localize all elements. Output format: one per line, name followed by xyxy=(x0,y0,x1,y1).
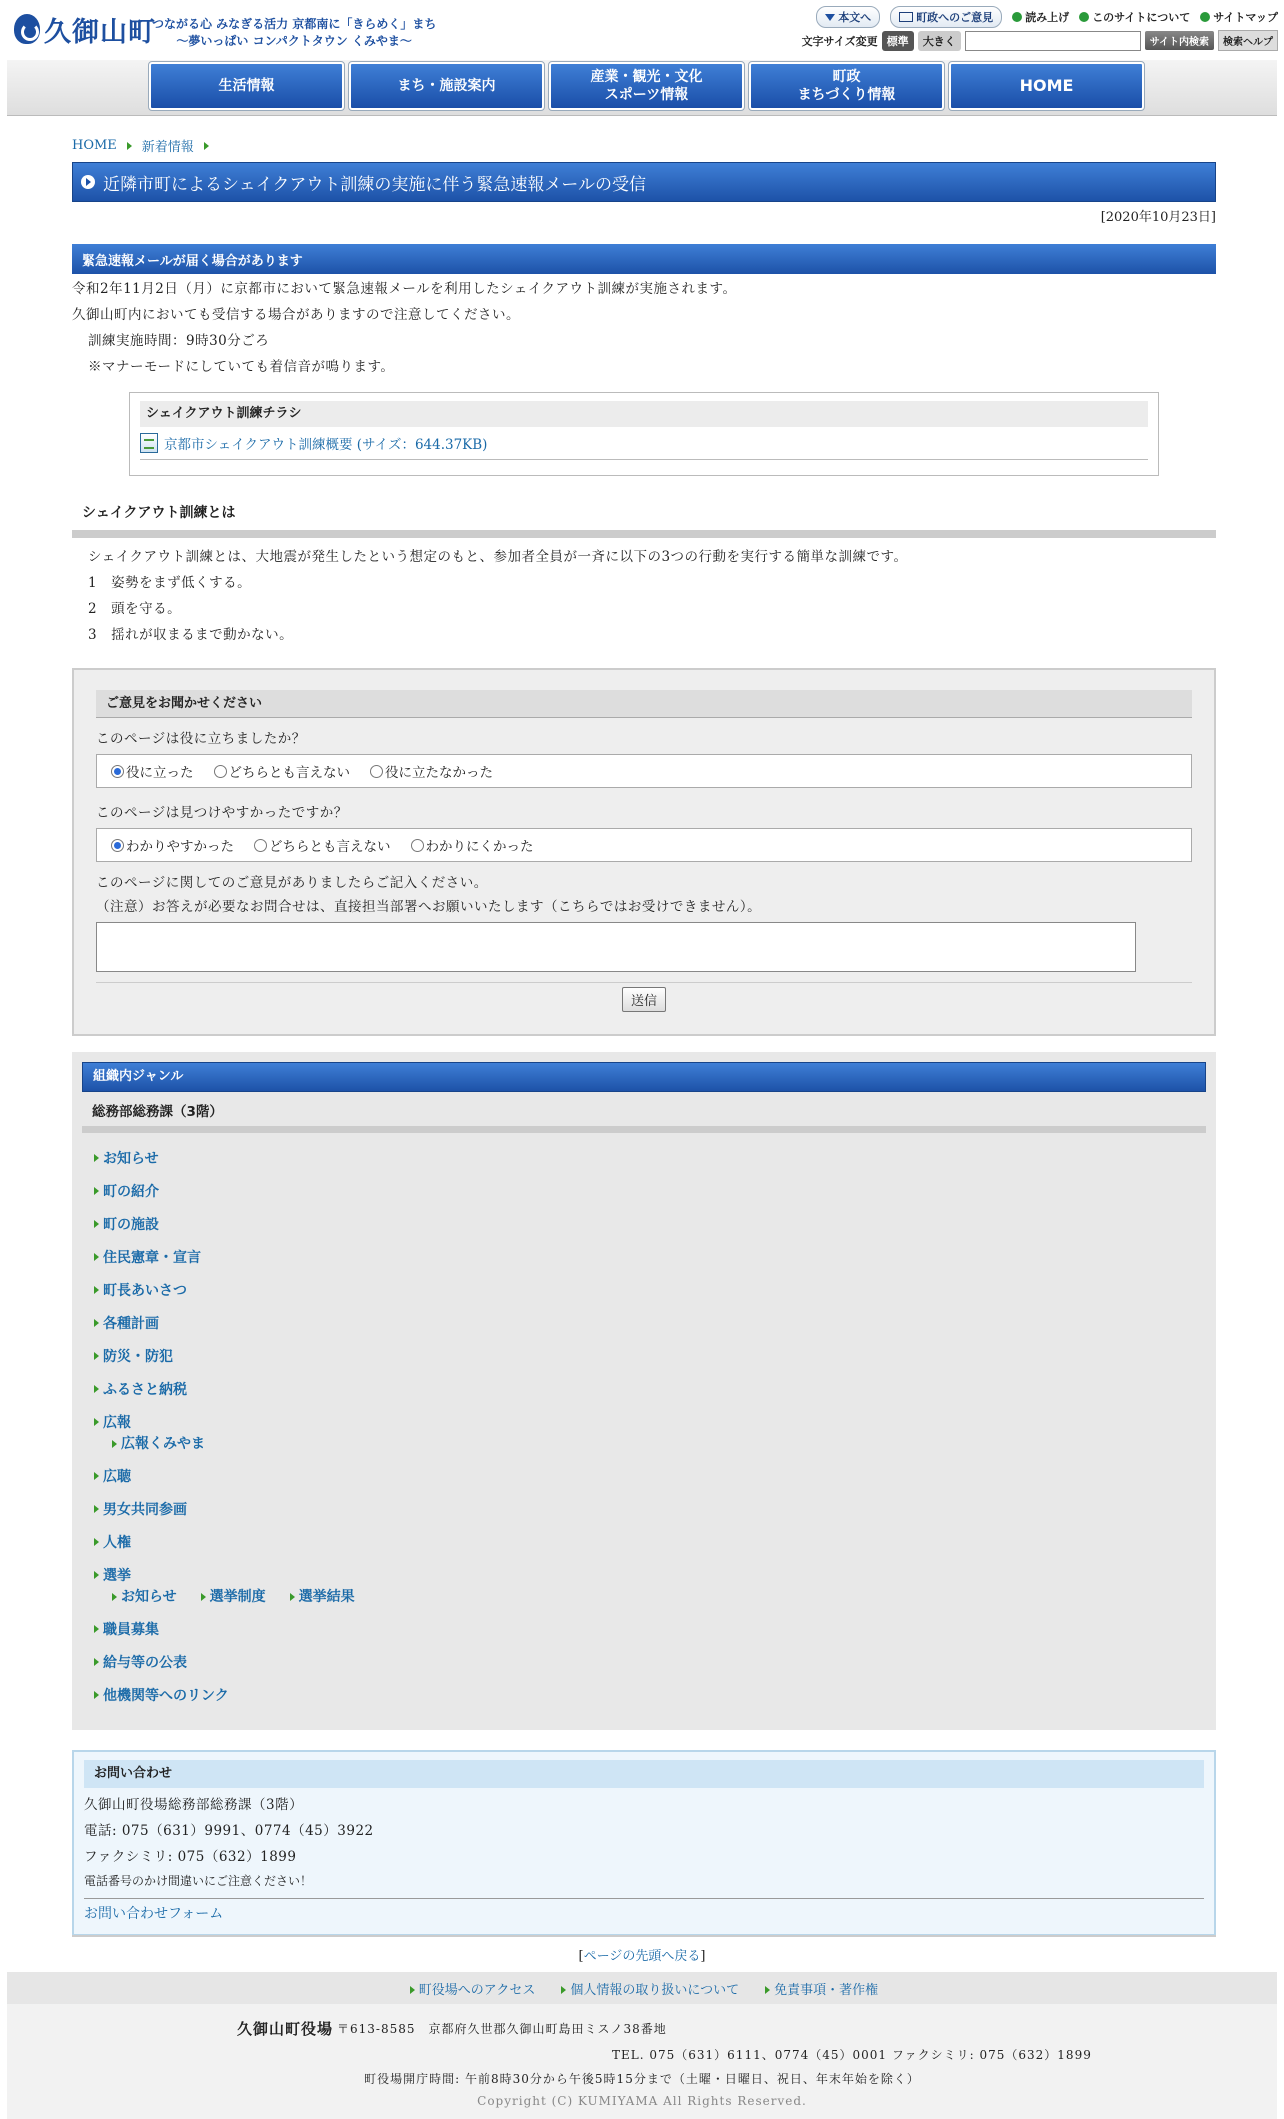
genre-heading: 組織内ジャンル xyxy=(82,1062,1206,1092)
section-heading: 緊急速報メールが届く場合があります xyxy=(72,244,1216,274)
tagline xyxy=(152,16,436,50)
genre-link[interactable]: ふるさと納税 xyxy=(103,1381,187,1398)
file-box-heading: シェイクアウト訓練チラシ xyxy=(140,401,1148,427)
logo-text: 久御山町 xyxy=(44,16,156,48)
publish-date: [2020年10月23日] xyxy=(1100,210,1216,225)
radio-selected-icon xyxy=(111,839,124,852)
genre-sublink[interactable]: お知らせ xyxy=(121,1588,177,1605)
copyright: Copyright (C) KUMIYAMA All Rights Reserved. xyxy=(477,2094,807,2108)
helpful-radio-group xyxy=(96,754,1192,788)
file-box xyxy=(129,392,1159,476)
contact-note: 電話番号のかけ間違いにご注意ください！ xyxy=(84,1874,313,1888)
genre-link[interactable]: 人権 xyxy=(103,1534,131,1551)
genre-item xyxy=(90,1240,1206,1273)
genre-sublink[interactable]: 選挙制度 xyxy=(209,1588,266,1605)
genre-item xyxy=(90,1174,1206,1207)
genre-sublink[interactable]: 広報くみやま xyxy=(121,1435,205,1452)
feedback-form xyxy=(72,668,1216,1036)
tagline-line1: つながる心 みなぎる活力 京都南に「きらめく」まち xyxy=(152,17,437,31)
bullet-icon xyxy=(94,1625,99,1633)
genre-link[interactable]: 給与等の公表 xyxy=(103,1654,187,1671)
site-search-button[interactable]: サイト内検索 xyxy=(1145,31,1214,50)
bullet-icon xyxy=(201,1593,206,1601)
footer xyxy=(7,2004,1277,2119)
nav-town-admin[interactable]: 町政 まちづくり情報 xyxy=(749,62,944,110)
contact-fax: ファクシミリ: 075（632）1899 xyxy=(84,1849,297,1865)
radio-hard[interactable]: わかりにくかった xyxy=(411,835,534,855)
search-input[interactable] xyxy=(965,31,1141,51)
bullet-icon xyxy=(112,1440,117,1448)
bullet-icon xyxy=(1012,12,1022,22)
radio-icon xyxy=(370,765,383,778)
skip-to-content-link[interactable]: 本文へ xyxy=(816,6,880,28)
body-text: 3 揺れが収まるまで動かない。 xyxy=(88,627,294,643)
chevron-right-icon xyxy=(127,142,132,150)
bullet-icon xyxy=(94,1472,99,1480)
radio-icon xyxy=(254,839,267,852)
radio-not-helpful[interactable]: 役に立たなかった xyxy=(370,761,493,781)
footer-privacy-link[interactable]: 個人情報の取り扱いについて xyxy=(570,1982,740,1998)
feedback-question: このページは見つけやすかったですか？ xyxy=(96,805,348,821)
bullet-icon xyxy=(561,1986,566,1994)
body-text: 令和2年11月2日（月）に京都市において緊急速報メールを利用したシェイクアウト訓練が実施されます。 xyxy=(72,281,737,297)
findable-radio-group xyxy=(96,828,1192,862)
feedback-heading: ご意見をお聞かせください xyxy=(96,690,1192,718)
mail-icon xyxy=(899,12,913,22)
bullet-icon xyxy=(94,1319,99,1327)
feedback-note: （注意）お答えが必要なお問合せは、直接担当部署へお願いいたします（こちらではお受けできません）。 xyxy=(96,899,762,915)
bullet-icon xyxy=(94,1187,99,1195)
breadcrumb-news[interactable]: 新着情報 xyxy=(141,140,194,155)
radio-easy[interactable]: わかりやすかった xyxy=(111,835,234,855)
bullet-icon xyxy=(112,1593,117,1601)
bullet-icon xyxy=(1079,12,1089,22)
department-heading: 総務部総務課（3階） xyxy=(82,1100,1206,1133)
bullet-icon xyxy=(94,1505,99,1513)
tool-row xyxy=(802,30,1278,51)
bullet-icon xyxy=(94,1385,99,1393)
genre-link[interactable]: 町の施設 xyxy=(103,1216,159,1233)
footer-hours: 町役場開庁時間: 午前8時30分から午後5時15分まで（土曜・日曜日、祝日、年末年始を除く） xyxy=(364,2072,920,2086)
search-help-button[interactable]: 検索ヘルプ xyxy=(1218,30,1278,51)
font-size-label: 文字サイズ変更 xyxy=(801,34,878,48)
bullet-icon xyxy=(1200,12,1210,22)
genre-link[interactable]: 町の紹介 xyxy=(103,1183,159,1200)
radio-neutral[interactable]: どちらとも言えない xyxy=(214,761,351,781)
genre-item xyxy=(90,1525,1206,1558)
nav-industry-tourism[interactable]: 産業・観光・文化 スポーツ情報 xyxy=(549,62,744,110)
genre-link[interactable]: お知らせ xyxy=(103,1150,159,1167)
global-nav xyxy=(7,60,1277,116)
bullet-icon xyxy=(94,1286,99,1294)
genre-link[interactable]: 広聴 xyxy=(103,1468,131,1485)
genre-item xyxy=(90,1645,1206,1678)
feedback-question: このページは役に立ちましたか？ xyxy=(96,731,306,747)
bullet-icon xyxy=(94,1571,99,1579)
back-to-top-link[interactable]: ページの先頭へ戻る xyxy=(583,1949,701,1964)
feedback-question: このページに関してのご意見がありましたらご記入ください。 xyxy=(96,875,488,891)
genre-sublink[interactable]: 選挙結果 xyxy=(298,1588,355,1605)
town-emblem-icon xyxy=(14,14,40,44)
tagline-line2: ～夢いっぱい コンパクトタウン くみやま～ xyxy=(176,34,412,48)
genre-item xyxy=(90,1492,1206,1525)
file-download-link[interactable]: 京都市シェイクアウト訓練概要 (サイズ：644.37KB) xyxy=(164,437,488,453)
bullet-icon xyxy=(94,1220,99,1228)
radio-icon xyxy=(411,839,424,852)
contact-dept: 久御山町役場総務部総務課（3階） xyxy=(84,1797,304,1813)
breadcrumb-home[interactable]: HOME xyxy=(72,138,117,153)
footer-links xyxy=(7,1972,1277,2004)
sitemap-link[interactable]: サイトマップ xyxy=(1200,9,1278,25)
bullet-icon xyxy=(94,1352,99,1360)
page-title: 近隣市町によるシェイクアウト訓練の実施に伴う緊急速報メールの受信 xyxy=(72,162,1216,202)
genre-link[interactable]: 広報 xyxy=(103,1414,131,1431)
radio-neutral[interactable]: どちらとも言えない xyxy=(254,835,391,855)
genre-item xyxy=(90,1678,1206,1711)
bullet-icon xyxy=(94,1538,99,1546)
contact-box xyxy=(72,1750,1216,1936)
genre-item xyxy=(90,1207,1206,1240)
footer-address: 〒613-8585 京都府久世郡久御山町島田ミスノ38番地 xyxy=(337,2022,667,2036)
body-text: シェイクアウト訓練とは、大地震が発生したという想定のもと、参加者全員が一斉に以下の3つの行動を実行する簡単な訓練です。 xyxy=(88,549,908,565)
body-text: 久御山町内においても受信する場合がありますので注意してください。 xyxy=(72,307,520,323)
genre-item xyxy=(90,1459,1206,1492)
bullet-icon xyxy=(94,1253,99,1261)
bullet-icon xyxy=(290,1593,295,1601)
footer-disclaimer-link[interactable]: 免責事項・著作権 xyxy=(774,1982,879,1998)
site-logo[interactable] xyxy=(14,12,156,46)
genre-link[interactable]: 各種計画 xyxy=(103,1315,159,1332)
bullet-icon xyxy=(94,1418,99,1426)
footer-access-link[interactable]: 町役場へのアクセス xyxy=(418,1982,536,1998)
body-text: 2 頭を守る。 xyxy=(88,601,182,617)
bullet-icon xyxy=(94,1691,99,1699)
about-site-link[interactable]: このサイトについて xyxy=(1079,9,1190,25)
contact-heading: お問い合わせ xyxy=(84,1760,1204,1788)
arrow-down-icon xyxy=(825,14,835,21)
body-text: ※マナーモードにしていても着信音が鳴ります。 xyxy=(88,359,395,375)
nav-town-facilities[interactable]: まち・施設案内 xyxy=(349,62,544,110)
genre-link[interactable]: 職員募集 xyxy=(103,1621,159,1638)
feedback-textarea[interactable] xyxy=(96,922,1136,972)
genre-item xyxy=(90,1372,1206,1405)
site-header xyxy=(0,0,1284,60)
document-icon xyxy=(140,433,158,453)
breadcrumb xyxy=(72,136,213,155)
genre-link[interactable]: 住民憲章・宣言 xyxy=(103,1249,201,1266)
footer-tel: TEL. 075（631）6111、0774（45）0001 ファクシミリ: 075（632）1899 xyxy=(612,2048,1092,2062)
chevron-right-icon xyxy=(204,142,209,150)
subsection-heading: シェイクアウト訓練とは xyxy=(72,502,1216,538)
genre-item xyxy=(90,1273,1206,1306)
top-links xyxy=(816,6,1278,28)
font-standard-button[interactable]: 標準 xyxy=(882,31,914,51)
body-text: 訓練実施時間：9時30分ごろ xyxy=(88,333,270,349)
title-arrow-icon xyxy=(81,175,95,189)
page-top: [ページの先頭へ戻る] xyxy=(0,1945,1284,1964)
genre-item xyxy=(90,1612,1206,1645)
bullet-icon xyxy=(410,1986,415,1994)
genre-item xyxy=(90,1306,1206,1339)
radio-helpful[interactable]: 役に立った xyxy=(111,761,194,781)
genre-item xyxy=(90,1141,1206,1174)
contact-form-link[interactable]: お問い合わせフォーム xyxy=(84,1906,224,1922)
radio-icon xyxy=(214,765,227,778)
opinion-link[interactable]: 町政へのご意見 xyxy=(890,6,1002,28)
genre-link[interactable]: 選挙 xyxy=(103,1567,131,1584)
contact-phone: 電話: 075（631）9991、0774（45）3922 xyxy=(84,1823,374,1839)
radio-selected-icon xyxy=(111,765,124,778)
genre-link[interactable]: 男女共同参画 xyxy=(103,1501,187,1518)
read-aloud-link[interactable]: 読み上げ xyxy=(1012,9,1069,25)
genre-link[interactable]: 他機関等へのリンク xyxy=(103,1687,229,1704)
bullet-icon xyxy=(94,1658,99,1666)
bullet-icon xyxy=(765,1986,770,1994)
bullet-icon xyxy=(94,1154,99,1162)
send-button[interactable]: 送信 xyxy=(622,987,666,1012)
genre-link[interactable]: 防災・防犯 xyxy=(103,1348,173,1365)
genre-panel xyxy=(72,1052,1216,1730)
genre-item xyxy=(90,1339,1206,1372)
body-text: 1 姿勢をまず低くする。 xyxy=(88,575,252,591)
genre-link[interactable]: 町長あいさつ xyxy=(103,1282,187,1299)
nav-home[interactable]: HOME xyxy=(949,62,1144,110)
font-large-button[interactable]: 大きく xyxy=(918,31,961,51)
nav-life-info[interactable]: 生活情報 xyxy=(149,62,344,110)
footer-name: 久御山町役場 xyxy=(237,2020,334,2038)
